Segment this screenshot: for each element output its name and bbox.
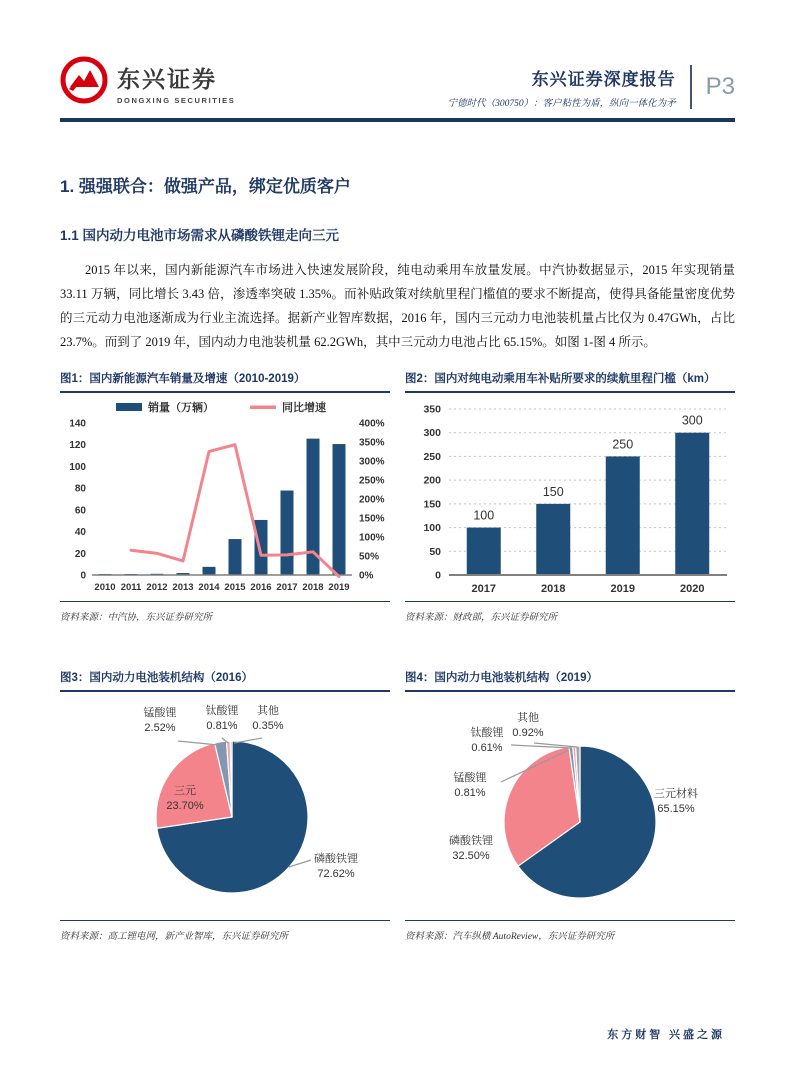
brand-name-en: DONGXING SECURITIES (117, 95, 236, 105)
dongxing-logo-icon (60, 56, 108, 109)
svg-text:350%: 350% (359, 437, 385, 449)
figure-3 (60, 669, 390, 942)
svg-text:销量（万辆）: 销量（万辆） (148, 402, 214, 414)
section-heading: 1. 强强联合：做强产品，绑定优质客户 (60, 177, 351, 196)
svg-text:120: 120 (69, 440, 86, 452)
pie3-label-ncm: 三元 23.70% (166, 785, 204, 812)
svg-text:150: 150 (423, 498, 441, 511)
svg-text:2020: 2020 (680, 583, 705, 595)
svg-text:2018: 2018 (302, 582, 324, 593)
svg-text:0: 0 (435, 569, 441, 582)
svg-text:0%: 0% (359, 570, 374, 582)
svg-text:2010: 2010 (94, 582, 116, 593)
brand-text (117, 61, 235, 105)
pie3-label-lmo: 锰酸锂 2.52% (143, 707, 177, 734)
svg-text:2016: 2016 (250, 582, 272, 593)
figure-3-source: 资料来源：高工锂电网，新产业智库，东兴证券研究所 (60, 932, 289, 942)
report-subtitle: 宁德时代（300750）：客户粘性为盾，纵向一体化为矛 (447, 99, 676, 109)
svg-text:2019: 2019 (610, 583, 635, 595)
svg-text:150%: 150% (359, 513, 385, 525)
svg-text:2018: 2018 (541, 583, 566, 595)
svg-text:80: 80 (74, 483, 86, 495)
svg-text:350: 350 (423, 403, 441, 416)
svg-text:100: 100 (473, 508, 495, 523)
svg-text:2011: 2011 (120, 582, 142, 593)
pie4-label-lmo: 锰酸锂 0.81% (453, 772, 487, 799)
page-number: P3 (705, 73, 735, 100)
figure-1-title: 图1：国内新能源汽车销量及增速（2010-2019） (60, 370, 390, 393)
figure-3-chart (60, 692, 390, 920)
figure-2-title: 图2：国内对纯电动乘用车补贴所要求的续航里程门槛（km） (405, 370, 735, 393)
pie4-label-lfp: 磷酸铁锂 32.50% (449, 835, 493, 862)
figure-4 (405, 669, 735, 942)
figure-3-title: 图3：国内动力电池装机结构（2016） (60, 669, 390, 692)
svg-text:50: 50 (429, 545, 441, 558)
svg-text:2015: 2015 (224, 582, 246, 593)
svg-text:300: 300 (423, 427, 441, 440)
svg-text:2017: 2017 (276, 582, 298, 593)
figure-4-chart (405, 692, 735, 920)
svg-text:20: 20 (74, 548, 86, 560)
pie3-label-other: 其他 0.35% (252, 705, 284, 732)
svg-text:60: 60 (74, 505, 86, 517)
brand-name-cn: 东兴证券 (117, 65, 217, 92)
svg-text:100: 100 (69, 461, 86, 473)
pie4-label-ncm: 三元材料 65.15% (654, 788, 698, 815)
svg-text:300: 300 (681, 413, 703, 428)
svg-text:2017: 2017 (471, 583, 496, 595)
figure-row-2 (60, 669, 735, 942)
pie3-label-lto: 钛酸锂 0.81% (205, 705, 239, 732)
pie4-label-other: 其他 0.92% (512, 712, 544, 739)
footer-slogan: 东方财智 兴盛之源 (607, 1029, 725, 1041)
svg-text:300%: 300% (359, 456, 385, 468)
svg-text:250: 250 (423, 450, 441, 463)
figure-2-source: 资料来源：财政部，东兴证券研究所 (405, 613, 558, 623)
figure-1-source: 资料来源：中汽协，东兴证券研究所 (60, 613, 213, 623)
svg-text:100: 100 (423, 522, 441, 535)
header-right (448, 65, 735, 109)
svg-text:150: 150 (542, 484, 564, 499)
svg-text:250%: 250% (359, 475, 385, 487)
pie3-label-lfp: 磷酸铁锂 72.62% (314, 853, 358, 880)
svg-text:200%: 200% (359, 494, 385, 506)
report-meta (448, 65, 690, 109)
svg-text:200: 200 (423, 474, 441, 487)
svg-text:250: 250 (612, 437, 634, 452)
svg-text:2019: 2019 (328, 582, 350, 593)
svg-text:2014: 2014 (198, 582, 220, 593)
subsection-heading: 1.1 国内动力电池市场需求从磷酸铁锂走向三元 (60, 228, 340, 243)
report-title: 东兴证券深度报告 (531, 70, 676, 89)
figure-row-1 (60, 370, 735, 623)
header-rule (60, 118, 735, 122)
page-header (60, 56, 735, 109)
figure-4-title: 图4：国内动力电池装机结构（2019） (405, 669, 735, 692)
svg-text:2013: 2013 (172, 582, 194, 593)
svg-text:400%: 400% (359, 418, 385, 430)
svg-text:40: 40 (74, 527, 86, 539)
figure-1-chart (60, 393, 390, 601)
svg-text:2012: 2012 (146, 582, 168, 593)
body-paragraph: 2015 年以来，国内新能源汽车市场进入快速发展阶段，纯电动乘用车放量发展。中汽协数据显示，2015 年实现销量 33.11 万辆，同比增长 3.43 倍，渗透率突破 1.35%。而补贴政策对续航里程门槛值的要求不断提高，使得具备能量密度优势的三元动力电池逐渐成为行业主流选择。据新产业智库数据，2016 年，国内三元动力电池装机量占比仅为 0.47GWh，占比 23.7%。而到了 2019 年，国内动力电池装机量 62.2GWh，其中三元动力电池占比 65.15%。如图 1-图 4 所示。 (60, 263, 735, 349)
svg-text:同比增速: 同比增速 (282, 402, 326, 414)
svg-text:50%: 50% (359, 551, 380, 563)
pie4-label-lto: 钛酸锂 0.61% (470, 727, 504, 754)
figure-4-source: 资料来源：汽车纵横 AutoReview，东兴证券研究所 (405, 932, 615, 942)
svg-text:140: 140 (69, 418, 86, 430)
figure-1 (60, 370, 390, 623)
brand-logo (60, 56, 235, 109)
figure-2 (405, 370, 735, 623)
svg-text:100%: 100% (359, 532, 385, 544)
figure-2-chart (405, 393, 735, 601)
svg-text:0: 0 (80, 570, 86, 582)
